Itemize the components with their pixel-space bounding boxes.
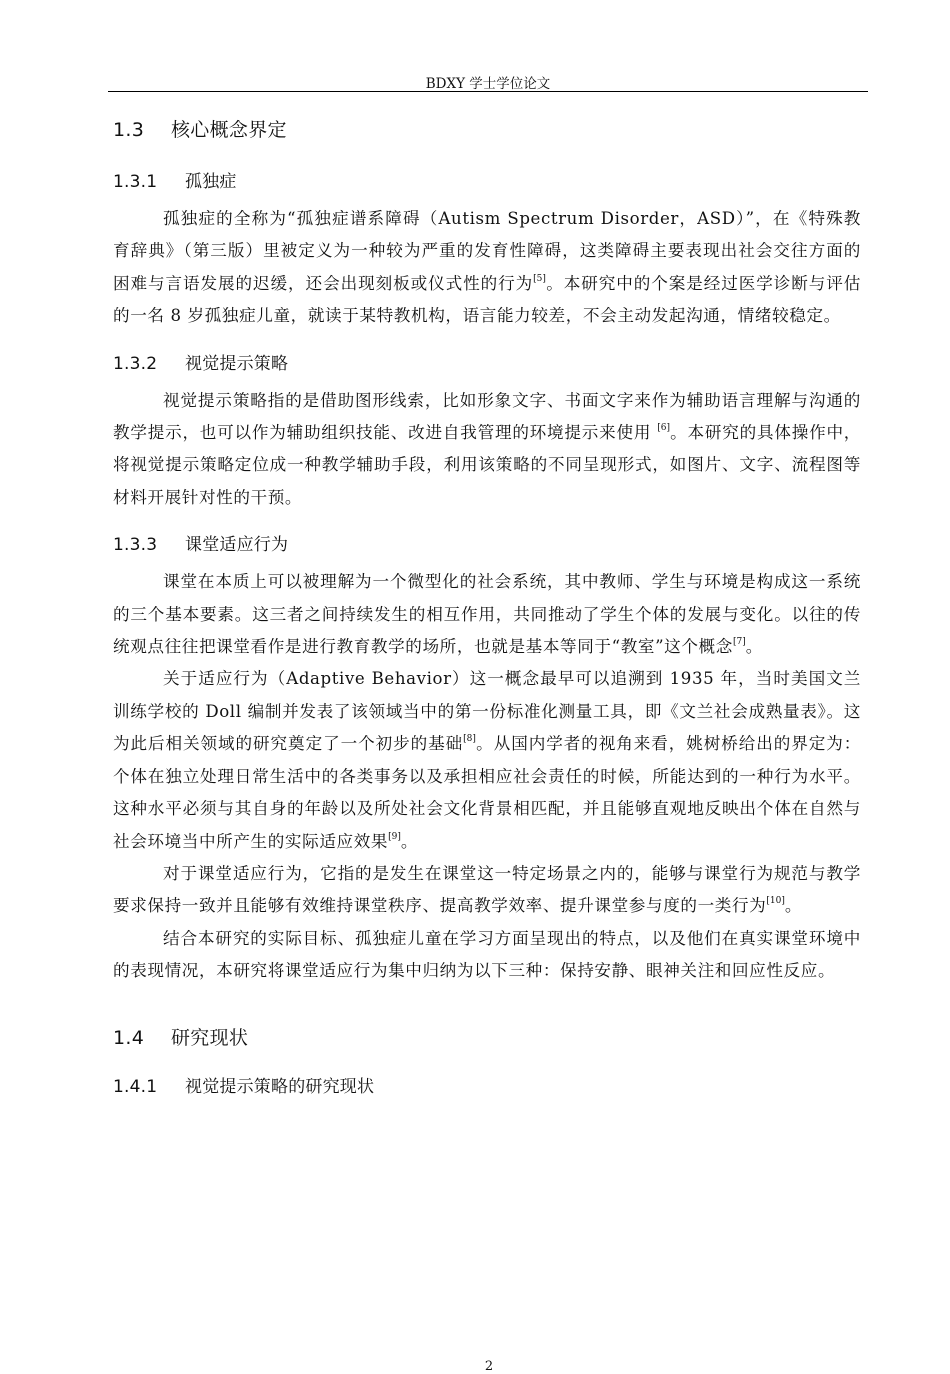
section-heading-1-4 (113, 1024, 861, 1052)
subsection-title: 视觉提示策略 (185, 353, 289, 374)
paragraph-text: 。 (784, 896, 803, 916)
paragraph-text: 关于适应行为（Adaptive Behavior）这一概念最早可以追溯到 1935 年，当时美国文兰训练学校的 Doll 编制并发表了该领域当中的第一份标准化测量工具，即《文兰社会成熟量表》。这为此后相关领域的研究奠定了一个初步的基础 (113, 669, 861, 754)
paragraph-text: 。从国内学者的视角来看，姚树桥给出的界定为：个体在独立处理日常生活中的各类事务以及承担相应社会责任的时候，所能达到的一种行为水平。这种水平必须与其自身的年龄以及所处社会文化背景相匹配，并且能够直观地反映出个体在自然与社会环境当中所产生的实际适应效果 (113, 734, 862, 851)
paragraph-text: 孤独症的全称为“孤独症谱系障碍（Autism Spectrum Disorder，ASD）”，在《特殊教育辞典》（第三版）里被定义为一种较为严重的发育性障碍，这类障碍主要表现出社会交往方面的困难与言语发展的迟缓，还会出现刻板或仪式性的行为 (113, 209, 861, 293)
subsection-heading-1-4-1 (113, 1074, 861, 1100)
citation-ref: [6] (657, 423, 671, 434)
subsection-heading-1-3-2 (113, 351, 861, 377)
page-body (113, 112, 862, 1374)
paragraph-text: 。 (745, 637, 763, 657)
subsection-number: 1.4.1 (113, 1076, 158, 1097)
subsection-number: 1.3.3 (113, 535, 158, 556)
subsection-title: 孤独症 (185, 172, 237, 192)
citation-ref: [9] (388, 831, 401, 842)
paragraph-text: 。本研究中的个案是经过医学诊断与评估的一名 8 岁孤独症儿童，就读于某特教机构，语言能力较差，不会主动发起沟通，情绪较稳定。 (113, 273, 861, 326)
citation-ref: [7] (732, 637, 746, 648)
paragraph (113, 385, 861, 515)
citation-ref: [8] (463, 734, 476, 745)
paragraph (113, 566, 861, 663)
paragraph-text: 。本研究的具体操作中，将视觉提示策略定位成一种教学辅助手段，利用该策略的不同呈现形式，如图片、文字、流程图等材料开展针对性的干预。 (113, 423, 861, 507)
paragraph-text: 。 (400, 831, 419, 851)
citation-ref: [5] (533, 273, 546, 284)
header-divider (108, 91, 868, 92)
subsection-heading-1-3-3 (113, 532, 861, 558)
paragraph-text: 结合本研究的实际目标、孤独症儿童在学习方面呈现出的特点，以及他们在真实课堂环境中的表现情况，本研究将课堂适应行为集中归纳为以下三种：保持安静、眼神关注和回应性反应。 (113, 928, 861, 981)
section-heading-1-3 (113, 116, 861, 144)
section-number: 1.4 (113, 1026, 145, 1049)
paragraph (113, 663, 861, 857)
subsection-title: 课堂适应行为 (185, 535, 289, 556)
paragraph-text: 课堂在本质上可以被理解为一个微型化的社会系统，其中教师、学生与环境是构成这一系统的三个基本要素。这三者之间持续发生的相互作用，共同推动了学生个体的发展与变化。以往的传统观点往往把课堂看作是进行教育教学的场所，也就是基本等同于“教室”这个概念 (113, 572, 861, 657)
subsection-title: 视觉提示策略的研究现状 (185, 1076, 375, 1097)
subsection-number: 1.3.1 (113, 172, 158, 192)
section-title: 研究现状 (171, 1026, 249, 1049)
subsection-number: 1.3.2 (113, 353, 158, 374)
paragraph (113, 203, 861, 333)
section-title: 核心概念界定 (171, 119, 287, 141)
subsection-heading-1-3-1 (113, 169, 861, 195)
section-number: 1.3 (113, 119, 145, 141)
paragraph (113, 858, 861, 923)
paragraph-text: 视觉提示策略指的是借助图形线索，比如形象文字、书面文字来作为辅助语言理解与沟通的教学提示，也可以作为辅助组织技能、改进自我管理的环境提示来使用 (113, 390, 861, 443)
running-header: BDXY 学士学位论文 (425, 76, 551, 92)
citation-ref: [10] (766, 896, 785, 907)
paragraph-text: 对于课堂适应行为，它指的是发生在课堂这一特定场景之内的，能够与课堂行为规范与教学要求保持一致并且能够有效维持课堂秩序、提高教学效率、提升课堂参与度的一类行为 (113, 863, 861, 916)
page-number: 2 (484, 1359, 494, 1374)
paragraph (113, 923, 861, 988)
